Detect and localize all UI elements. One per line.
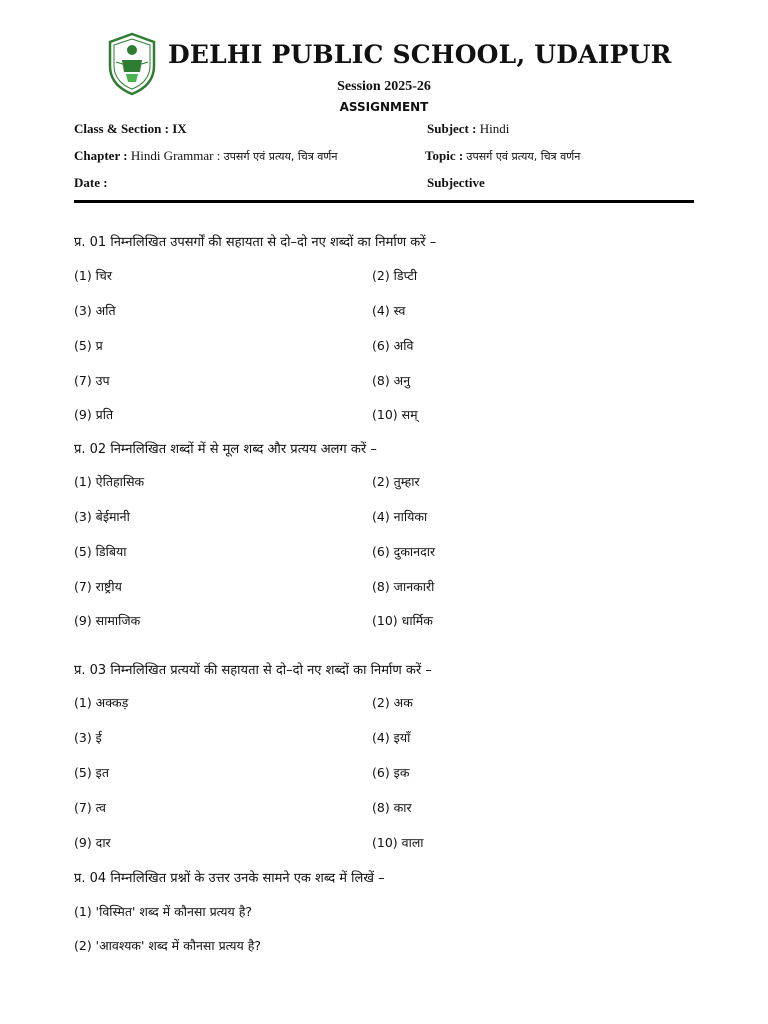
question-2-item: (10) धार्मिक [372, 613, 433, 628]
chapter-label: Chapter : [74, 148, 128, 163]
session: Session 2025-26 [337, 79, 431, 94]
date [74, 175, 108, 191]
question-2-item: (3) बेईमानी [74, 509, 130, 524]
question-3-item: (7) त्व [74, 800, 106, 815]
chapter [74, 148, 338, 164]
class-value: IX [172, 121, 187, 136]
question-3-item: (2) अक [372, 695, 413, 710]
question-4-item: (2) 'आवश्यक' शब्द में कौनसा प्रत्यय है? [74, 938, 262, 953]
question-3-item: (9) दार [74, 835, 111, 850]
subject-value: Hindi [479, 121, 510, 136]
question-3-item: (4) इयाँ [372, 730, 411, 745]
question-3-item: (3) ई [74, 730, 102, 745]
topic-label: Topic : [425, 148, 464, 163]
question-4-item: (1) 'विस्मित' शब्द में कौनसा प्रत्यय है? [74, 904, 253, 919]
question-3-item: (5) इत [74, 765, 109, 780]
question-1-item: (7) उप [74, 373, 110, 388]
school-name: DELHI PUBLIC SCHOOL, UDAIPUR [168, 40, 672, 69]
question-3-item: (1) अक्कड़ [74, 695, 129, 710]
question-1-item: (3) अति [74, 303, 116, 318]
question-3-item: (6) इक [372, 765, 410, 780]
topic [425, 148, 580, 164]
subject-label: Subject : [427, 121, 477, 136]
document-type: ASSIGNMENT [339, 100, 429, 114]
question-2-item: (6) दुकानदार [372, 544, 436, 559]
question-2-item: (4) नायिका [372, 509, 428, 524]
question-1-item: (4) स्व [372, 303, 406, 318]
question-3-item: (10) वाला [372, 835, 424, 850]
class-label: Class & Section : [74, 121, 169, 136]
header-divider [74, 200, 694, 203]
subject [427, 121, 509, 137]
question-2-item: (5) डिबिया [74, 544, 127, 559]
question-1-item: (8) अनु [372, 373, 411, 388]
question-3-item: (8) कार [372, 800, 412, 815]
chapter-topic: उपसर्ग एवं प्रत्यय, चित्र वर्णन [223, 150, 338, 163]
question-2: प्र. 02 निम्नलिखित शब्दों में से मूल शब्द और प्रत्यय अलग करें – [74, 442, 377, 457]
question-2-item: (7) राष्ट्रीय [74, 579, 122, 594]
question-1-item: (10) सम् [372, 407, 418, 422]
chapter-value: Hindi Grammar : [130, 148, 221, 163]
question-3: प्र. 03 निम्नलिखित प्रत्ययों की सहायता से दो–दो नए शब्दों का निर्माण करें – [74, 663, 432, 678]
date-label: Date : [74, 175, 108, 190]
question-2-item: (8) जानकारी [372, 579, 435, 594]
question-4: प्र. 04 निम्नलिखित प्रश्नों के उत्तर उनके सामने एक शब्द में लिखें – [74, 871, 385, 886]
question-1: प्र. 01 निम्नलिखित उपसर्गों की सहायता से दो–दो नए शब्दों का निर्माण करें – [74, 235, 437, 250]
question-type-label: Subjective [427, 175, 485, 190]
question-type [427, 175, 485, 191]
question-2-item: (2) तुम्हार [372, 474, 420, 489]
question-1-item: (2) डिप्टी [372, 268, 418, 283]
topic-value: उपसर्ग एवं प्रत्यय, चित्र वर्णन [466, 150, 581, 163]
question-2-item: (9) सामाजिक [74, 613, 141, 628]
question-2-item: (1) ऐतिहासिक [74, 474, 145, 489]
question-1-item: (1) चिर [74, 268, 112, 283]
question-1-item: (9) प्रति [74, 407, 114, 422]
question-1-item: (5) प्र [74, 338, 103, 353]
question-1-item: (6) अवि [372, 338, 414, 353]
class-section [74, 121, 187, 137]
